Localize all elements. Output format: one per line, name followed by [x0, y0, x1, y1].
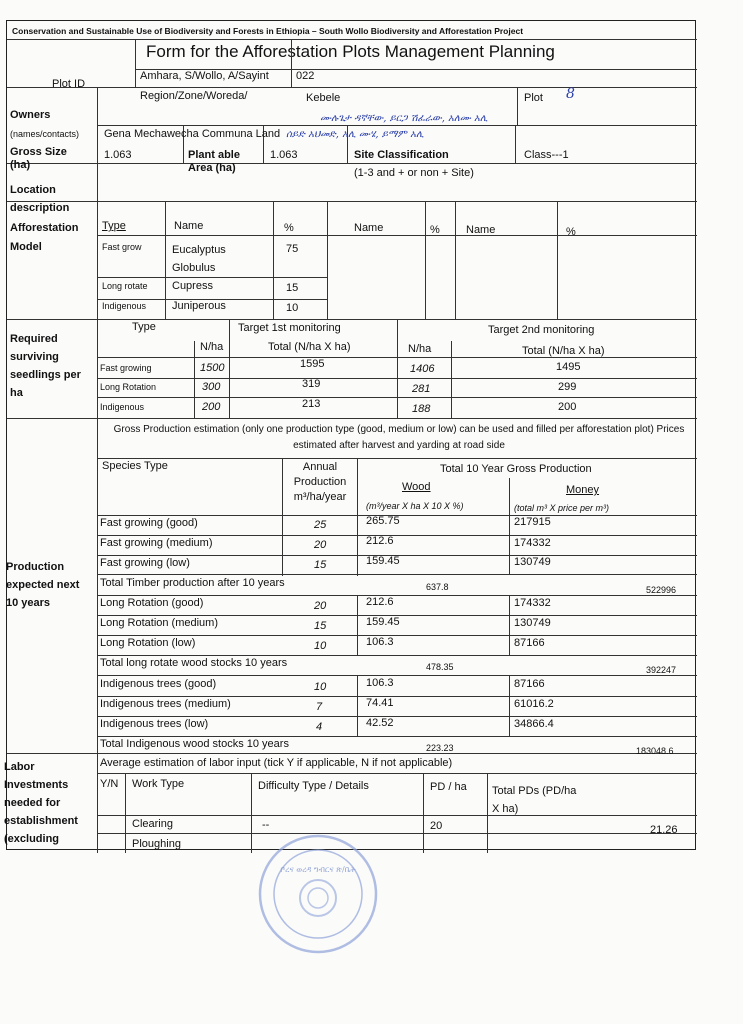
surviving-n1: 300 [202, 381, 221, 393]
production-type: Indigenous trees (medium) [100, 698, 231, 710]
model-col-pct-2: % [430, 224, 440, 236]
production-wood: 42.52 [366, 717, 394, 729]
labor-intro: Average estimation of labor input (tick Y if applicable, N if not applicable) [100, 757, 453, 769]
surviving-n1: 200 [202, 401, 221, 413]
model-type: Fast grow [102, 242, 142, 252]
production-annual: 15 [314, 559, 327, 571]
owners-label: Owners [10, 109, 51, 121]
labor-col-pdha: PD / ha [430, 781, 467, 793]
plantable-label: Plant able Area (ha) [188, 149, 240, 174]
surviving-t2: 1495 [556, 361, 581, 373]
surviving-col-total-2: Total (N/ha X ha) [522, 345, 605, 357]
plot-id-label: Plot ID [52, 78, 86, 90]
surviving-type: Long Rotation [100, 382, 157, 392]
surviving-col-total: Total (N/ha X ha) [268, 341, 351, 353]
kebele-label: Kebele [306, 92, 341, 104]
surviving-t1: 1595 [300, 358, 325, 370]
production-type: Indigenous trees (good) [100, 678, 217, 690]
plot-label: Plot [524, 92, 543, 104]
indig-total-label: Total Indigenous wood stocks 10 years [100, 738, 289, 750]
production-money: 61016.2 [514, 698, 554, 710]
plot-location: Amhara, S/Wollo, A/Sayint [140, 70, 269, 82]
production-intro: Gross Production estimation (only one production type (good, medium or low) can be used and filled per afforestation plot) Prices estimated after harvest and yarding at road side [113, 424, 685, 451]
fast-total-label: Total Timber production after 10 years [100, 577, 285, 589]
production-annual: 4 [316, 721, 323, 733]
model-col-name-2: Name [354, 222, 384, 234]
surviving-type: Fast growing [100, 363, 152, 373]
production-money: 217915 [514, 516, 551, 528]
model-col-name: Name [174, 220, 204, 232]
location-description-label: Location description [10, 184, 70, 214]
surviving-label: Required surviving seedlings per ha [10, 333, 81, 399]
region-label: Region/Zone/Woreda/ [140, 90, 248, 102]
production-money: 34866.4 [514, 718, 554, 730]
production-money: 174332 [514, 597, 551, 609]
indig-total-wood: 223.23 [426, 743, 454, 753]
labor-col-total: Total PDs (PD/ha X ha) [492, 785, 577, 815]
production-type: Long Rotation (low) [100, 637, 196, 649]
production-annual: 10 [314, 681, 327, 693]
labor-pdha: 20 [430, 820, 443, 832]
fast-total-money: 522996 [646, 585, 677, 595]
production-annual: 7 [316, 701, 323, 713]
production-wood: 212.6 [366, 535, 394, 547]
production-annual: 15 [314, 620, 327, 632]
labor-work: Ploughing [132, 838, 181, 850]
surviving-col-nha-2: N/ha [408, 343, 432, 355]
production-annual: 10 [314, 640, 327, 652]
long-total-money: 392247 [646, 665, 677, 675]
labor-work: Clearing [132, 818, 173, 830]
surviving-type: Indigenous [100, 402, 145, 412]
col-money: Money [566, 484, 600, 496]
model-pct: 15 [286, 282, 299, 294]
production-money: 130749 [514, 556, 551, 568]
production-type: Fast growing (medium) [100, 537, 213, 549]
production-wood: 159.45 [366, 616, 400, 628]
model-pct: 75 [286, 243, 299, 255]
target-1-header: Target 1st monitoring [238, 322, 341, 334]
labor-col-difficulty: Difficulty Type / Details [258, 780, 369, 792]
target-2-header: Target 2nd monitoring [488, 324, 595, 336]
surviving-t1: 319 [302, 378, 321, 390]
site-class-sub: (1-3 and + or non + Site) [354, 167, 474, 179]
stamp-text: ቦረና ወረዳ ግብርና ጽ/ቤት [280, 865, 356, 874]
labor-label: Labor Investments needed for establishment (excluding [4, 761, 78, 845]
surviving-n2: 281 [412, 383, 431, 395]
labor-col-work: Work Type [132, 778, 185, 790]
production-wood: 159.45 [366, 555, 400, 567]
production-type: Indigenous trees (low) [100, 718, 209, 730]
production-money: 87166 [514, 678, 545, 690]
col-wood-sub: (m³/year X ha X 10 X %) [366, 501, 464, 511]
gross-size-value: 1.063 [104, 149, 132, 161]
model-pct: 10 [286, 302, 299, 314]
owners-sub-label: (names/contacts) [10, 129, 80, 139]
model-col-name-3: Name [466, 224, 496, 236]
production-money: 130749 [514, 617, 551, 629]
plot-number: 8 [566, 86, 575, 102]
model-type: Indigenous [102, 301, 147, 311]
form-title: Form for the Afforestation Plots Management Planning [146, 42, 555, 61]
surviving-col-nha: N/ha [200, 341, 224, 353]
owners-value: Gena Mechawecha Communa Land [104, 128, 281, 140]
production-wood: 106.3 [366, 636, 394, 648]
production-type: Long Rotation (medium) [100, 617, 219, 629]
surviving-t2: 200 [558, 401, 577, 413]
site-class-label: Site Classification [354, 149, 449, 161]
surviving-t1: 213 [302, 398, 321, 410]
surviving-n2: 1406 [410, 363, 435, 375]
indig-total-money: 183048.6 [636, 746, 674, 756]
model-col-pct-3: % [566, 226, 576, 238]
model-col-pct: % [284, 222, 294, 234]
long-total-wood: 478.35 [426, 662, 454, 672]
fast-total-wood: 637.8 [426, 582, 449, 592]
production-wood: 74.41 [366, 697, 394, 709]
surviving-col-type: Type [132, 321, 156, 333]
owners-handwritten-2: ሰይድ አህመድ, አሊ ሙሄ, ይማም አሊ [286, 129, 424, 140]
labor-difficulty: -- [262, 819, 270, 831]
surviving-n2: 188 [412, 403, 431, 415]
col-wood: Wood [402, 481, 431, 493]
official-stamp [253, 832, 383, 957]
plantable-value: 1.063 [270, 149, 298, 161]
labor-col-yn: Y/N [100, 778, 119, 790]
production-wood: 265.75 [366, 515, 400, 527]
plot-location-code: 022 [296, 70, 315, 82]
production-type: Fast growing (low) [100, 557, 190, 569]
production-type: Long Rotation (good) [100, 597, 204, 609]
col-total-10-year: Total 10 Year Gross Production [440, 463, 592, 475]
site-class-value: Class---1 [524, 149, 569, 161]
owners-handwritten-1: ሙሉጌታ ዳኛቸው, ይርጋ ሽፈራው, አለሙ አሊ [320, 113, 488, 124]
col-species-type: Species Type [102, 460, 168, 472]
col-money-sub: (total m³ X price per m³) [514, 503, 610, 513]
production-money: 87166 [514, 637, 545, 649]
surviving-t2: 299 [558, 381, 577, 393]
production-wood: 106.3 [366, 677, 394, 689]
model-col-type: Type [102, 220, 126, 232]
col-annual-production: Annual Production m³/ha/year [293, 461, 347, 503]
model-name: Cupress [172, 280, 213, 292]
long-total-label: Total long rotate wood stocks 10 years [100, 657, 288, 669]
production-annual: 25 [314, 519, 327, 531]
gross-size-label: Gross Size (ha) [10, 146, 67, 171]
surviving-n1: 1500 [200, 362, 225, 374]
production-annual: 20 [314, 539, 327, 551]
project-header: Conservation and Sustainable Use of Biodiversity and Forests in Ethiopia – South Wollo Biodiversity and Afforestation Project [12, 26, 524, 36]
production-money: 174332 [514, 537, 551, 549]
production-label: Production expected next 10 years [6, 561, 80, 609]
model-type: Long rotate [102, 281, 148, 291]
production-type: Fast growing (good) [100, 517, 198, 529]
afforestation-model-label: Afforestation Model [10, 222, 79, 253]
production-wood: 212.6 [366, 596, 394, 608]
labor-total: 21.26 [650, 824, 678, 836]
production-annual: 20 [314, 600, 327, 612]
model-name: Eucalyptus Globulus [172, 244, 226, 274]
model-name: Juniperous [172, 300, 226, 312]
